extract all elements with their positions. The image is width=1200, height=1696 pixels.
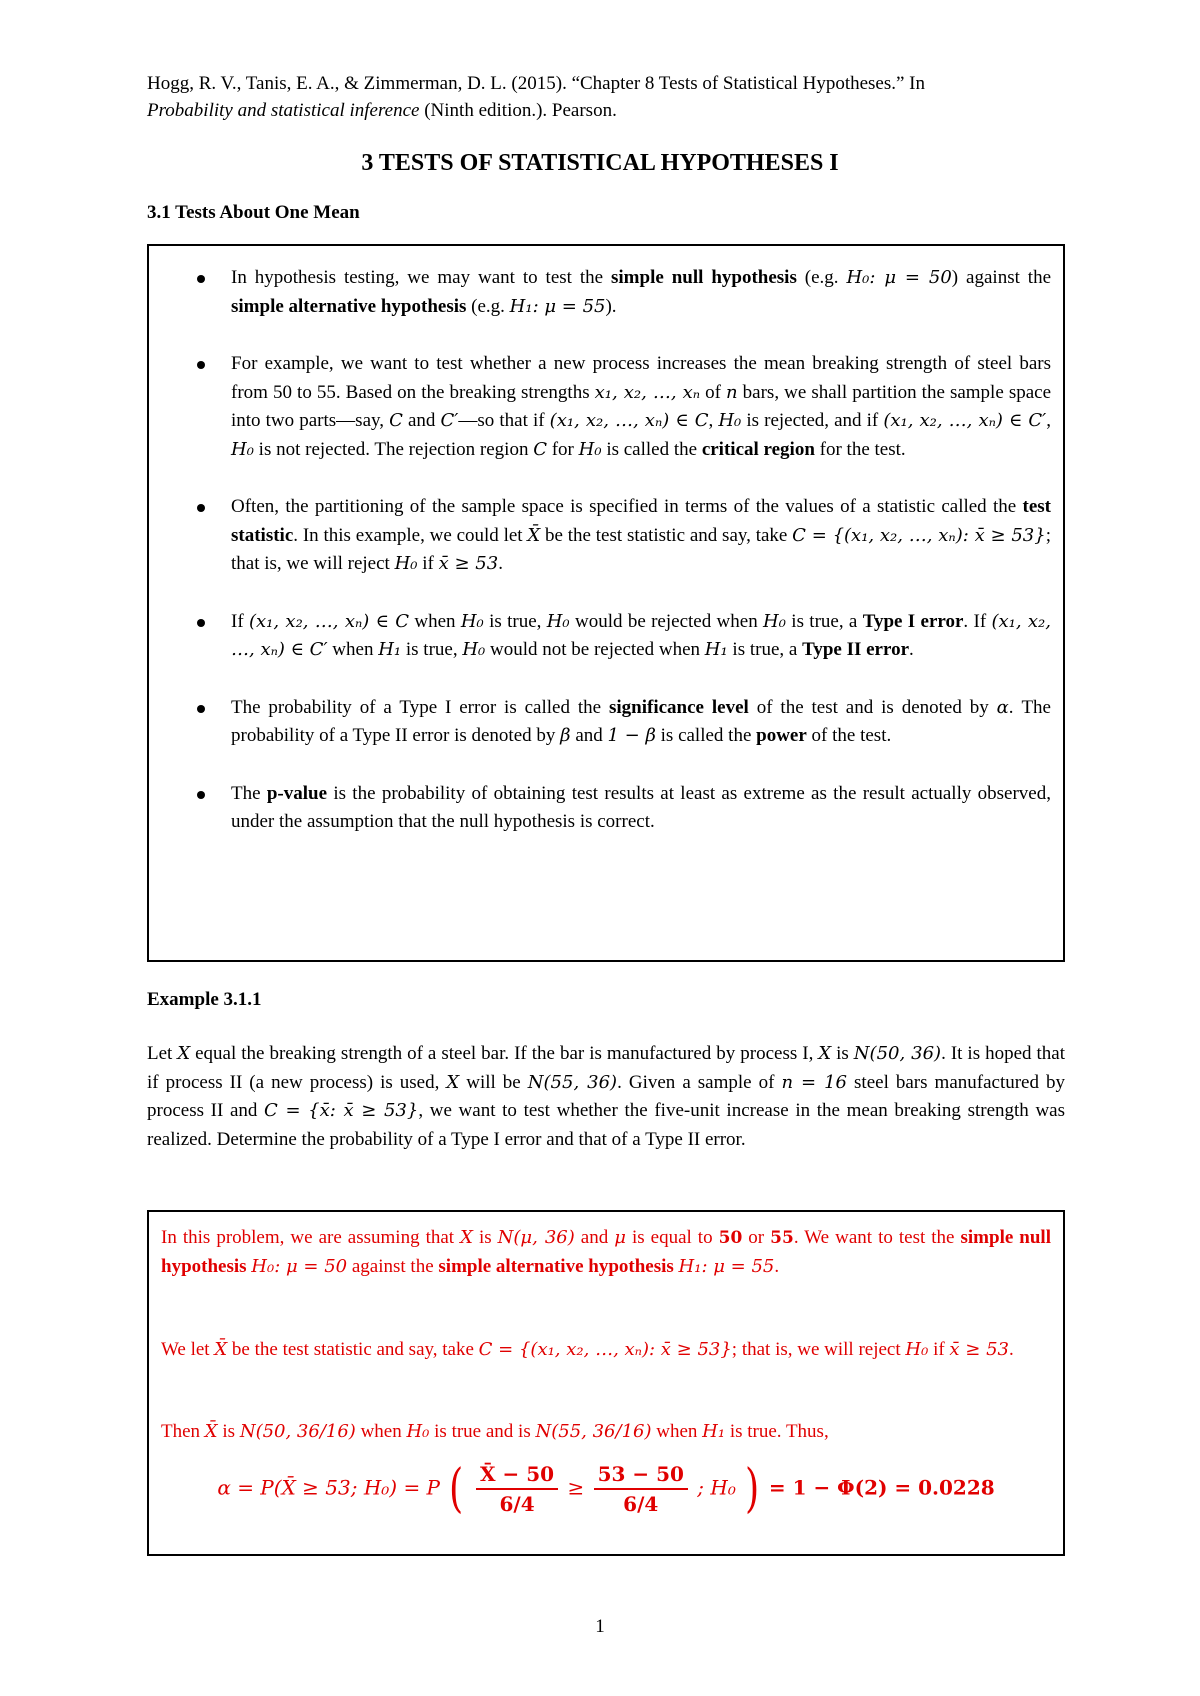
definitions-box <box>147 244 1065 962</box>
citation-book-title: Probability and statistical inference <box>147 100 420 121</box>
list-item: The p-value is the probability of obtaining test results at least as extreme as the result actually observed, under the assumption that the null hypothesis is correct. <box>179 780 1051 837</box>
chapter-title: 3 TESTS OF STATISTICAL HYPOTHESES I <box>361 150 839 176</box>
bullet-dot-icon <box>197 275 205 283</box>
close-paren: ) <box>745 1459 760 1519</box>
bullet-dot-icon <box>197 705 205 713</box>
math-inline: H₁: μ = 55 <box>509 295 606 317</box>
bullet-dot-icon <box>197 504 205 512</box>
open-paren: ( <box>449 1459 464 1519</box>
bullet-dot-icon <box>197 619 205 627</box>
math-inline: H₀: μ = 50 <box>846 267 952 288</box>
equation-lhs: α = P(X̄ ≥ 53; H₀) = P <box>217 1475 441 1500</box>
solution-paragraph-1: In this problem, we are assuming that X is N(μ, 36) and μ is equal to 50 or 55. We want to test the simple null hypothesis H₀: μ = 50 against the simple alternative hypothesis H₁: μ = 55. <box>161 1227 1051 1277</box>
equation-condition: ; H₀ <box>697 1475 736 1500</box>
bullet-dot-icon <box>197 361 205 369</box>
page-number: 1 <box>595 1616 605 1637</box>
solution-paragraph-3: Then X̄ is N(50, 36/16) when H₀ is true and is N(55, 36/16) when H₁ is true. Thus, <box>161 1421 829 1442</box>
citation-line2: (Ninth edition.). Pearson. <box>419 100 617 121</box>
citation-line1: Hogg, R. V., Tanis, E. A., & Zimmerman, D. L. (2015). “Chapter 8 Tests of Statistical Hypotheses.” In <box>147 73 926 94</box>
section-heading: 3.1 Tests About One Mean <box>147 202 360 223</box>
list-item: Often, the partitioning of the sample space is specified in terms of the values of a statistic called the test statistic. In this example, we could let X̄ be the test statistic and say, take C = {(x₁, x₂, …, xₙ): x̄ ≥ 53}; that is, we will reject H₀ if x̄ ≥ 53. <box>179 493 1051 579</box>
list-item: In hypothesis testing, we may want to test the simple null hypothesis (e.g. H₀: μ = 50) against the simple alternative hypothesis (e.g. H₁: μ = 55). <box>179 264 1051 321</box>
list-item: For example, we want to test whether a new process increases the mean breaking strength of steel bars from 50 to 55. Based on the breaking strengths x₁, x₂, …, xₙ of n bars, we shall partition the sample space into two parts—say, C and C′—so that if (x₁, x₂, …, xₙ) ∈ C, H₀ is rejected, and if (x₁, x₂, …, xₙ) ∈ C′, H₀ is not rejected. The rejection region C for H₀ is called the critical region for the test. <box>179 350 1051 464</box>
alpha-equation <box>149 1459 1063 1519</box>
example-title: Example 3.1.1 <box>147 989 262 1010</box>
bullet-dot-icon <box>197 791 205 799</box>
fraction-statistic: $\frac{X̄ - 50}{6/4}$ <box>476 1462 558 1516</box>
list-item: The probability of a Type I error is called the significance level of the test and is denoted by α. The probability of a Type II error is denoted by β and 1 − β is called the power of the test. <box>179 694 1051 751</box>
solution-box <box>147 1210 1065 1556</box>
list-item: If (x₁, x₂, …, xₙ) ∈ C when H₀ is true, H₀ would be rejected when H₀ is true, a Type I error. If (x₁, x₂, …, xₙ) ∈ C′ when H₁ is true, H₀ would not be rejected when H₁ is true, a Type II error. <box>179 608 1051 665</box>
solution-paragraph-2: We let X̄ be the test statistic and say, take C = {(x₁, x₂, …, xₙ): x̄ ≥ 53}; that is, we will reject H₀ if x̄ ≥ 53. <box>161 1339 1014 1360</box>
example-body: Let X equal the breaking strength of a steel bar. If the bar is manufactured by process I, X is N(50, 36). It is hoped that if process II (a new process) is used, X will be N(55, 36). Given a sample of n = 16 steel bars manufactured by process II and C = {x̄: x̄ ≥ 53}, we want to test whether the five-unit increase in the mean breaking strength was realized. Determine the probability of a Type I error and that of a Type II error. <box>147 1043 1066 1150</box>
geq-sign: ≥ <box>567 1475 585 1500</box>
definitions-list <box>179 264 1051 866</box>
fraction-threshold: $\frac{53 - 50}{6/4}$ <box>594 1462 688 1516</box>
equation-rhs: = 1 − Φ(2) = 0.0228 <box>768 1475 995 1500</box>
citation <box>147 70 1067 124</box>
